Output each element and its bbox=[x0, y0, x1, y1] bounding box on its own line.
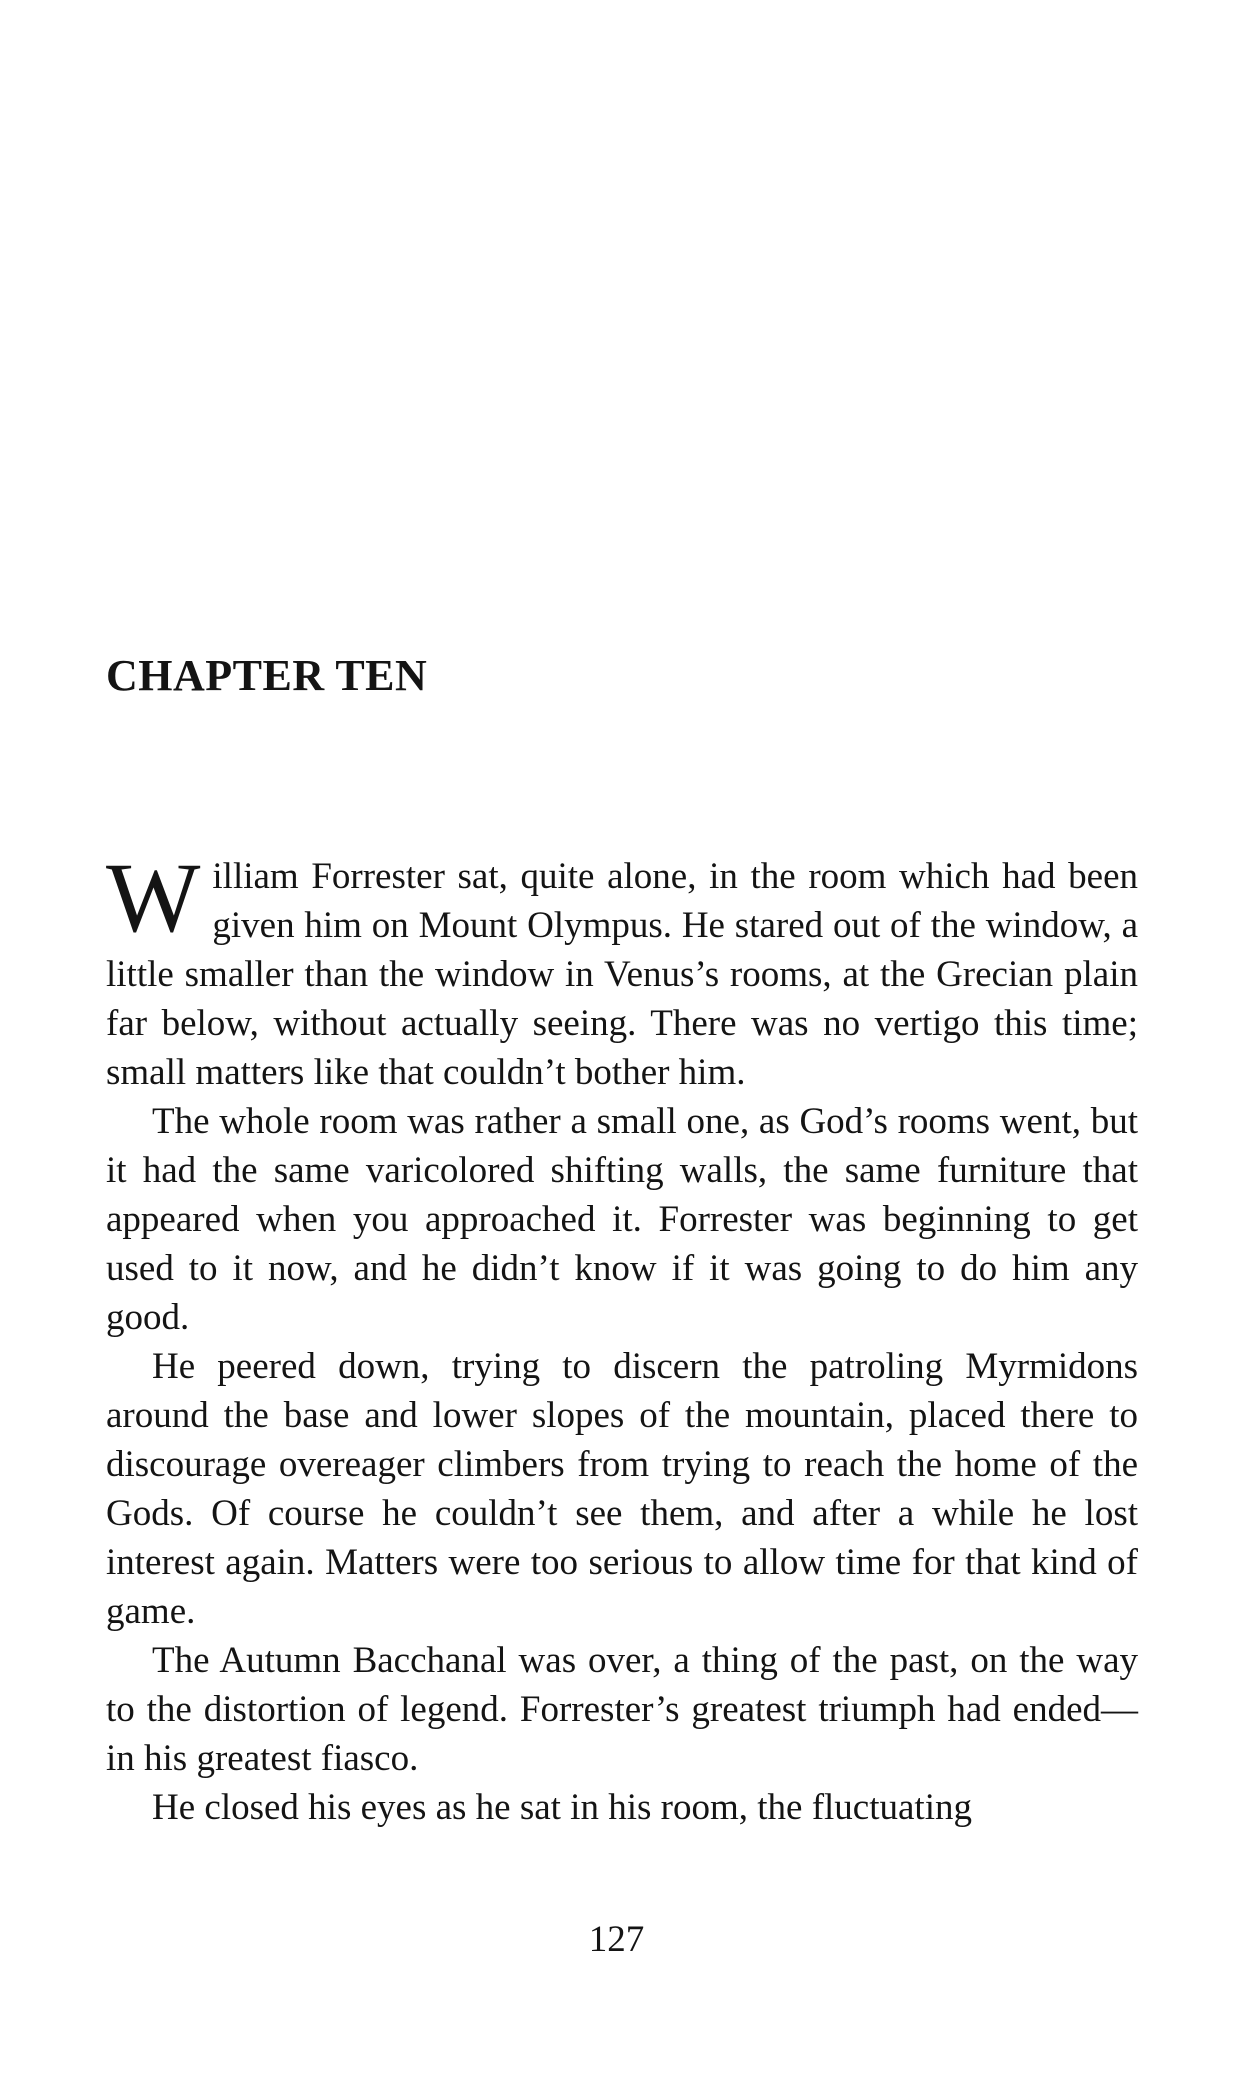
chapter-title: CHAPTER TEN bbox=[106, 651, 428, 700]
paragraph-5: He closed his eyes as he sat in his room, the fluctuating bbox=[152, 1787, 972, 1828]
paragraph-2: The whole room was rather a small one, as God’s rooms went, but it had the same varicolored shifting walls, the same furniture that appeared when you approached it. Forrester was beginning to get used to it now, and he didn’t know if it was going to do him any good. bbox=[106, 1101, 1138, 1338]
drop-cap: W bbox=[106, 842, 201, 953]
page-number: 127 bbox=[588, 1919, 645, 1960]
paragraph-1-text: illiam Forrester sat, quite alone, in the room which had been given him on Mount Olympus. He stared out of the window, a little smaller than the window in Venus’s rooms, at the Grecian plain far below, without actually seeing. There was no vertigo this time; small matters like that couldn’t bother him. bbox=[106, 856, 1138, 1093]
paragraph-1 bbox=[106, 842, 1138, 1097]
paragraph-3: He peered down, trying to discern the patroling Myrmidons around the base and lower slopes of the mountain, placed there to discourage overeager climbers from trying to reach the home of the Gods. Of course he couldn’t see them, and after a while he lost interest again. Matters were too serious to allow time for that kind of game. bbox=[106, 1346, 1138, 1632]
chapter-body bbox=[106, 842, 1138, 1832]
paragraph-4: The Autumn Bacchanal was over, a thing of the past, on the way to the distortion of legend. Forrester’s greatest triumph had ended—in his greatest fiasco. bbox=[106, 1640, 1138, 1779]
